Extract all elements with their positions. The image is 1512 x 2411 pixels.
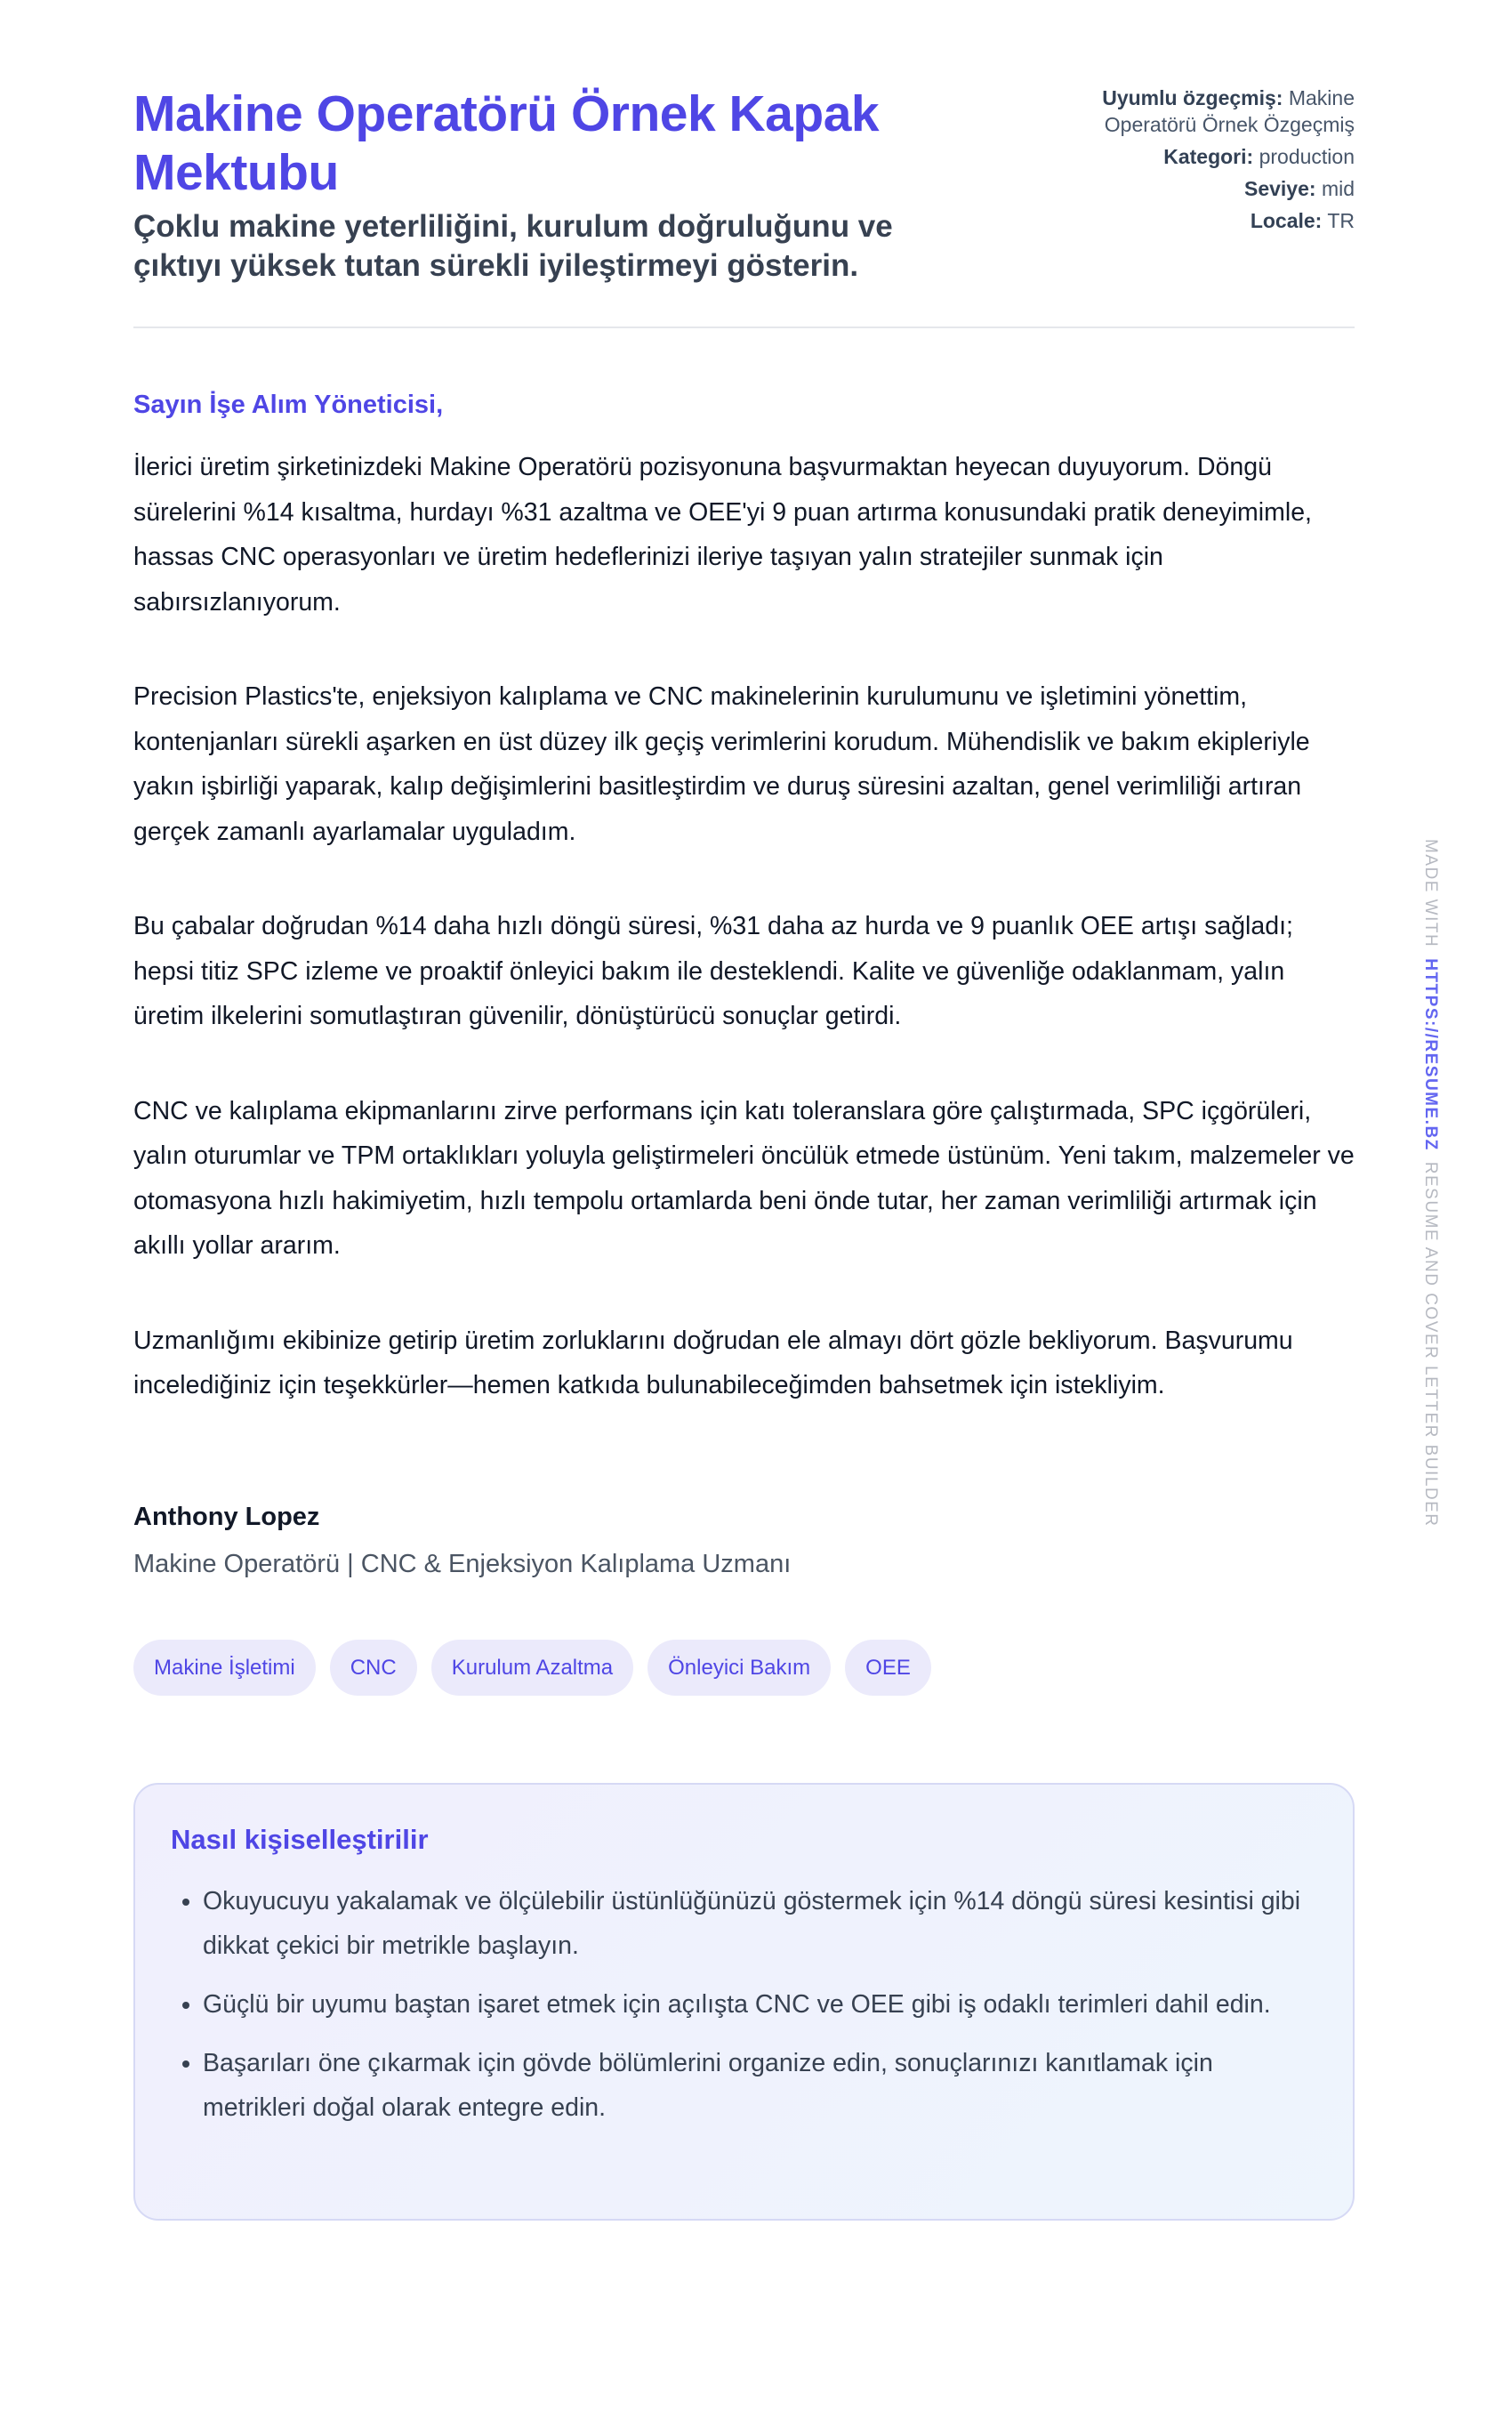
signature-name: Anthony Lopez — [133, 1502, 320, 1531]
meta-category — [1061, 143, 1355, 170]
meta-value: Makine Operatörü Örnek Özgeçmiş — [1104, 86, 1355, 136]
page-subtitle: Çoklu makine yeterliliğini, kurulum doğruluğunu ve çıktıyı yüksek tutan sürekli iyileştirmeyi gösterin. — [133, 209, 893, 283]
letter-paragraph: Uzmanlığımı ekibinize getirip üretim zorluklarını doğrudan ele almayı dört gözle bekliyorum. Başvurumu incelediğiniz için teşekkürler—hemen katkıda bulunabileceğimden bahsetmek için istekliyim. — [133, 1326, 1293, 1399]
watermark-link[interactable]: HTTPS://RESUME.BZ — [1421, 958, 1440, 1151]
meta-info — [1061, 85, 1355, 239]
salutation: Sayın İşe Alım Yöneticisi, — [133, 391, 444, 419]
personalization-tips — [133, 1783, 1355, 2221]
meta-level — [1061, 175, 1355, 202]
title-block — [133, 85, 978, 286]
meta-label: Uyumlu özgeçmiş: — [1102, 86, 1283, 109]
meta-value: mid — [1321, 177, 1355, 200]
meta-value: TR — [1327, 209, 1355, 232]
watermark-prefix: MADE WITH — [1421, 839, 1440, 948]
skill-tag: Makine İşletimi — [133, 1640, 316, 1696]
skill-tag: Önleyici Bakım — [647, 1640, 831, 1696]
tips-list — [171, 1879, 1317, 2130]
page-header — [133, 85, 1355, 328]
page-title: Makine Operatörü Örnek Kapak Mektubu — [133, 85, 880, 201]
meta-label: Locale: — [1250, 209, 1323, 232]
letter-paragraph: İlerici üretim şirketinizdeki Makine Operatörü pozisyonuna başvurmaktan heyecan duyuyorum. Döngü sürelerini %14 kısaltma, hurdayı %31 azaltma ve OEE'yi 9 puan artırma konusundaki pratik deneyimimle, hassas CNC operasyonları ve üretim hedeflerinizi ileriye taşıyan yalın stratejiler sunmak için sabırsızlanıyorum. — [133, 453, 1312, 617]
tip-item: • Başarıları öne çıkarmak için gövde bölümlerini organize edin, sonuçlarınızı kanıtlamak için metrikleri doğal olarak entegre edin. — [203, 2041, 1317, 2130]
meta-label: Seviye: — [1243, 177, 1316, 200]
skill-tag: Kurulum Azaltma — [431, 1640, 633, 1696]
letter-paragraph: Bu çabalar doğrudan %14 daha hızlı döngü süresi, %31 daha az hurda ve 9 puanlık OEE artışı sağladı; hepsi titiz SPC izleme ve proaktif önleyici bakım ile desteklendi. Kalite ve güvenliğe odaklanmam, yalın üretim ilkelerini somutlaştıran güvenilir, dönüştürücü sonuçlar getirdi. — [133, 912, 1293, 1030]
letter-paragraph: Precision Plastics'te, enjeksiyon kalıplama ve CNC makinelerinin kurulumunu ve işletimini yönettim, kontenjanları sürekli aşarken en üst düzey ilk geçiş verimlerini korudum. Mühendislik ve bakım ekipleriyle yakın işbirliği yaparak, kalıp değişimlerini basitleştirdim ve duruş süresini azaltan, genel verimliliği artıran gerçek zamanlı ayarlamalar uyguladım. — [133, 682, 1310, 846]
tip-item: • Okuyucuyu yakalamak ve ölçülebilir üstünlüğünüzü göstermek için %14 döngü süresi kesintisi gibi dikkat çekici bir metrikle başlayın. — [203, 1879, 1317, 1968]
meta-value: production — [1259, 145, 1355, 168]
meta-locale — [1061, 207, 1355, 234]
skill-tag: CNC — [330, 1640, 417, 1696]
letter-paragraph: CNC ve kalıplama ekipmanlarını zirve performans için katı toleranslara göre çalıştırmada, SPC içgörüleri, yalın oturumlar ve TPM ortaklıkları yoluyla geliştirmeleri öncülük etmede üstünüm. Yeni takım, malzemeler ve otomasyona hızlı hakimiyetim, hızlı tempolu ortamlarda beni önde tutar, her zaman verimliliği artırmak için akıllı yollar ararım. — [133, 1096, 1355, 1260]
watermark-suffix: RESUME AND COVER LETTER BUILDER — [1421, 1161, 1440, 1528]
skill-tags — [133, 1640, 1355, 1696]
cover-letter-page — [133, 85, 1355, 2221]
tips-heading: Nasıl kişiselleştirilir — [171, 1823, 429, 1855]
signature-title: Makine Operatörü | CNC & Enjeksiyon Kalıplama Uzmanı — [133, 1549, 792, 1578]
meta-label: Kategori: — [1163, 145, 1254, 168]
watermark — [1420, 839, 1440, 1551]
tip-item: • Güçlü bir uyumu baştan işaret etmek için açılışta CNC ve OEE gibi iş odaklı terimleri dahil edin. — [203, 1982, 1317, 2027]
skill-tag: OEE — [845, 1640, 931, 1696]
meta-matching-resume — [1061, 85, 1355, 138]
